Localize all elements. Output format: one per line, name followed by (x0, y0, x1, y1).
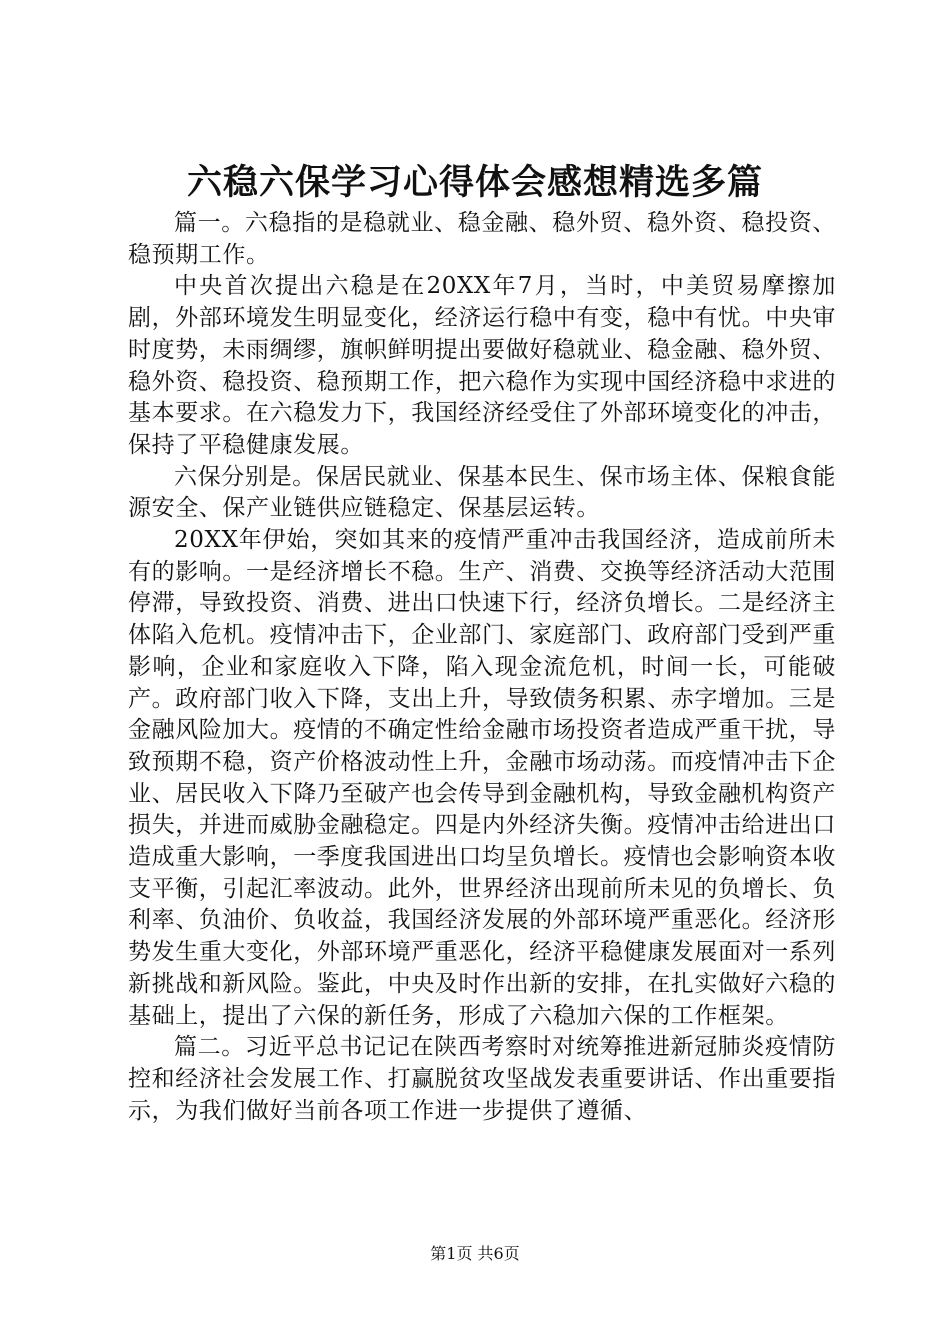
paragraph-2: 中央首次提出六稳是在20XX年7月，当时，中美贸易摩擦加剧，外部环境发生明显变化，经济运行稳中有变，稳中有忧。中央审时度势，未雨绸缪，旗帜鲜明提出要做好稳就业、稳金融、稳外贸、稳外资、稳投资、稳预期工作，把六稳作为实现中国经济稳中求进的基本要求。在六稳发力下，我国经济经受住了外部环境变化的冲击，保持了平稳健康发展。 (128, 273, 836, 458)
paragraph-5: 篇二。习近平总书记记在陕西考察时对统筹推进新冠肺炎疫情防控和经济社会发展工作、打赢脱贫攻坚战发表重要讲话、作出重要指示，为我们做好当前各项工作进一步提供了遵循、 (128, 1034, 836, 1124)
paragraph-3: 六保分别是。保居民就业、保基本民生、保市场主体、保粮食能源安全、保产业链供应链稳定、保基层运转。 (128, 463, 836, 522)
paragraph-1: 篇一。六稳指的是稳就业、稳金融、稳外贸、稳外资、稳投资、稳预期工作。 (128, 210, 836, 268)
document-body (128, 208, 836, 1127)
page-footer: 第1页 共6页 (430, 1244, 520, 1263)
paragraph-4: 20XX年伊始，突如其来的疫情严重冲击我国经济，造成前所未有的影响。一是经济增长不稳。生产、消费、交换等经济活动大范围停滞，导致投资、消费、进出口快速下行，经济负增长。二是经济主体陷入危机。疫情冲击下，企业部门、家庭部门、政府部门受到严重影响，企业和家庭收入下降，陷入现金流危机，时间一长，可能破产。政府部门收入下降，支出上升，导致债务积累、赤字增加。三是金融风险加大。疫情的不确定性给金融市场投资者造成严重干扰，导致预期不稳，资产价格波动性上升，金融市场动荡。而疫情冲击下企业、居民收入下降乃至破产也会传导到金融机构，导致金融机构资产损失，并进而威胁金融稳定。四是内外经济失衡。疫情冲击给进出口造成重大影响，一季度我国进出口均呈负增长。疫情也会影响资本收支平衡，引起汇率波动。此外，世界经济出现前所未见的负增长、负利率、负油价、负收益，我国经济发展的外部环境严重恶化。经济形势发生重大变化，外部环境严重恶化，经济平稳健康发展面对一系列新挑战和新风险。鉴此，中央及时作出新的安排，在扎实做好六稳的基础上，提出了六保的新任务，形成了六稳加六保的工作框架。 (128, 527, 836, 1029)
document-title: 六稳六保学习心得体会感想精选多篇 (186, 162, 763, 203)
